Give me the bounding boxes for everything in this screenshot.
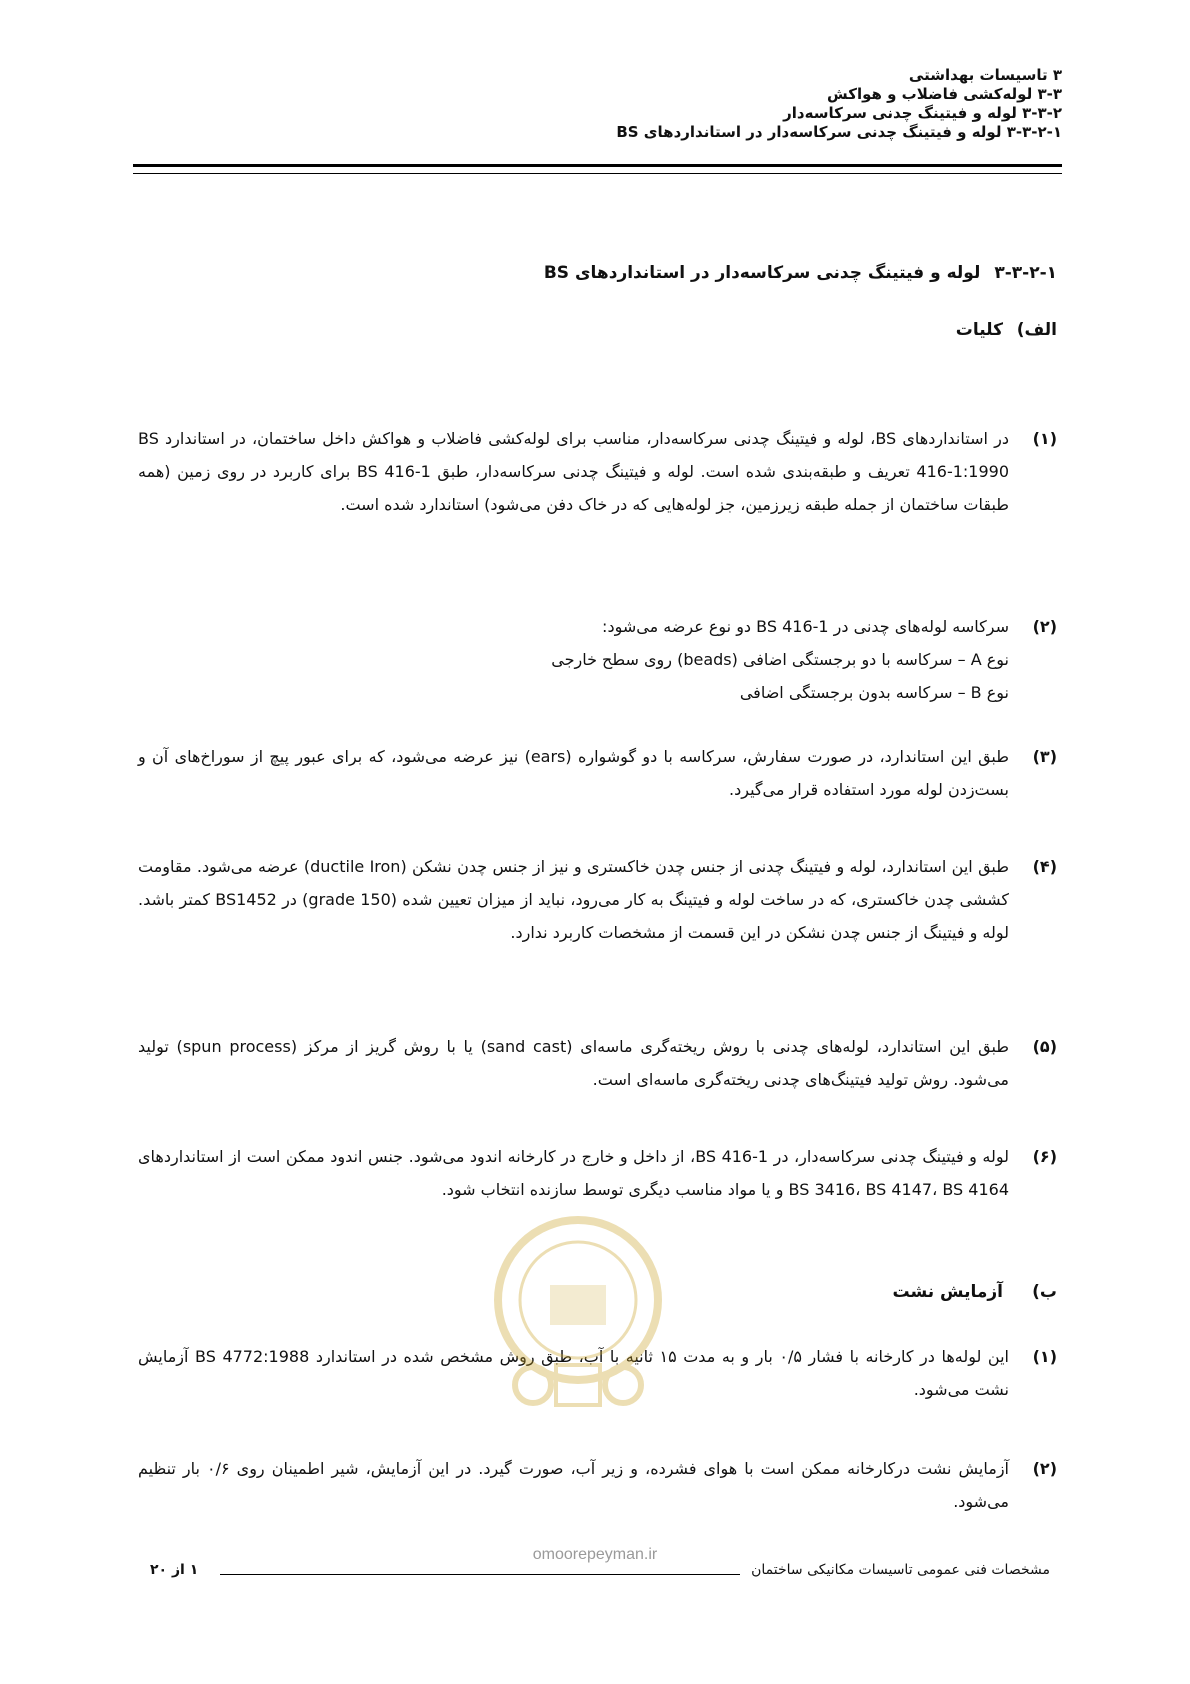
header-line-2: ۳-۳ لوله‌کشی فاضلاب و هواکش (827, 85, 1062, 103)
paragraph-number: (۵) (1032, 1037, 1057, 1056)
paragraph-a6 (138, 1140, 1057, 1206)
header-divider (133, 164, 1062, 174)
paragraph-b1 (138, 1340, 1057, 1406)
subsection-b-letter: ب) (1032, 1282, 1057, 1302)
subsection-b-heading (300, 1282, 1057, 1302)
paragraph-number: (۱) (1032, 429, 1057, 448)
subsection-a-letter: الف) (1016, 320, 1057, 340)
paragraph-text: طبق این استاندارد، لوله‌های چدنی با روش ریخته‌گری ماسه‌ای (sand cast) یا با روش گریز از مرکز (spun process) تولید می‌شود. روش تولید فیتینگ‌های چدنی ریخته‌گری ماسه‌ای است. (138, 1037, 1010, 1089)
section-title: لوله و فیتینگ چدنی سرکاسه‌دار در استانداردهای BS (543, 263, 981, 283)
paragraph-text: در استانداردهای BS، لوله و فیتینگ چدنی سرکاسه‌دار، مناسب برای لوله‌کشی فاضلاب و هواکش داخل ساختمان، در استاندارد BS 416-1:1990 تعریف و طبقه‌بندی شده است. لوله و فیتینگ چدنی سرکاسه‌دار، طبق BS 416-1 برای کاربرد در روی زمین (همه طبقات ساختمان از جمله طبقه زیرزمین، جز لوله‌هایی که در خاک دفن می‌شود) استاندارد شده است. (138, 429, 1010, 514)
footer-divider (220, 1574, 740, 1575)
paragraph-text: طبق این استاندارد، در صورت سفارش، سرکاسه با دو گوشواره (ears) نیز عرضه می‌شود، که برای عبور پیچ از سوراخ‌های آن و بست‌زدن لوله مورد استفاده قرار می‌گیرد. (138, 747, 1009, 799)
footer-title: مشخصات فنی عمومی تاسیسات مکانیکی ساختمان (751, 1562, 1050, 1578)
paragraph-text: این لوله‌ها در کارخانه با فشار ۰/۵ بار و به مدت ۱۵ ثانیه با آب، طبق روش مشخص شده در استاندارد BS 4772:1988 آزمایش نشت می‌شود. (138, 1347, 1009, 1399)
paragraph-a1 (138, 422, 1057, 521)
page-header (128, 66, 1062, 142)
paragraph-text: طبق این استاندارد، لوله و فیتینگ چدنی از جنس چدن خاکستری و نیز از جنس چدن نشکن (ductile Iron) عرضه می‌شود. مقاومت کششی چدن خاکستری، که در ساخت لوله و فیتینگ به کار می‌رود، نباید از میزان تعیین شده (grade 150) در BS1452 کمتر باشد. لوله و فیتینگ از جنس چدن نشکن در این قسمت از مشخصات کاربرد ندارد. (138, 857, 1009, 942)
paragraph-b2 (138, 1452, 1057, 1518)
subsection-a-heading (300, 320, 1057, 340)
paragraph-text: آزمایش نشت درکارخانه ممکن است با هوای فشرده، و زیر آب، صورت گیرد. در این آزمایش، شیر اطمینان روی ۰/۶ بار تنظیم می‌شود. (138, 1459, 1010, 1511)
type-a-line: نوع A – سرکاسه با دو برجستگی اضافی (beads) روی سطح خارجی (551, 650, 1009, 669)
paragraph-number: (۳) (1032, 747, 1057, 766)
paragraph-number: (۲) (1032, 1459, 1057, 1478)
section-heading (300, 263, 1057, 283)
paragraph-number: (۶) (1032, 1147, 1057, 1166)
subsection-b-title: آزمایش نشت (892, 1282, 1003, 1302)
paragraph-number: (۲) (1032, 617, 1057, 636)
paragraph-a5 (138, 1030, 1057, 1096)
paragraph-a3 (138, 740, 1057, 806)
paragraph-a4 (138, 850, 1057, 949)
paragraph-a2 (138, 610, 1057, 709)
paragraph-text: لوله و فیتینگ چدنی سرکاسه‌دار، در BS 416-1، از داخل و خارج در کارخانه اندود می‌شود. جنس اندود ممکن است از استانداردهای BS 3416، BS 4147، BS 4164 و یا مواد مناسب دیگری توسط سازنده انتخاب شود. (138, 1147, 1010, 1199)
section-number: ۳-۳-۲-۱ (994, 263, 1057, 283)
type-b-line: نوع B – سرکاسه بدون برجستگی اضافی (739, 683, 1009, 702)
paragraph-text: سرکاسه لوله‌های چدنی در BS 416-1 دو نوع عرضه می‌شود: (602, 617, 1009, 636)
page-number: ۱ از ۲۰ (150, 1562, 199, 1578)
subsection-a-title: کلیات (955, 320, 1003, 340)
paragraph-number: (۱) (1032, 1347, 1057, 1366)
header-line-1: ۳ تاسیسات بهداشتی (908, 66, 1062, 84)
watermark-site: omoorepeyman.ir (532, 1546, 658, 1563)
header-line-4: ۳-۳-۲-۱ لوله و فیتینگ چدنی سرکاسه‌دار در استانداردهای BS (616, 123, 1062, 141)
header-line-3: ۳-۳-۲ لوله و فیتینگ چدنی سرکاسه‌دار (783, 104, 1062, 122)
paragraph-number: (۴) (1032, 857, 1057, 876)
